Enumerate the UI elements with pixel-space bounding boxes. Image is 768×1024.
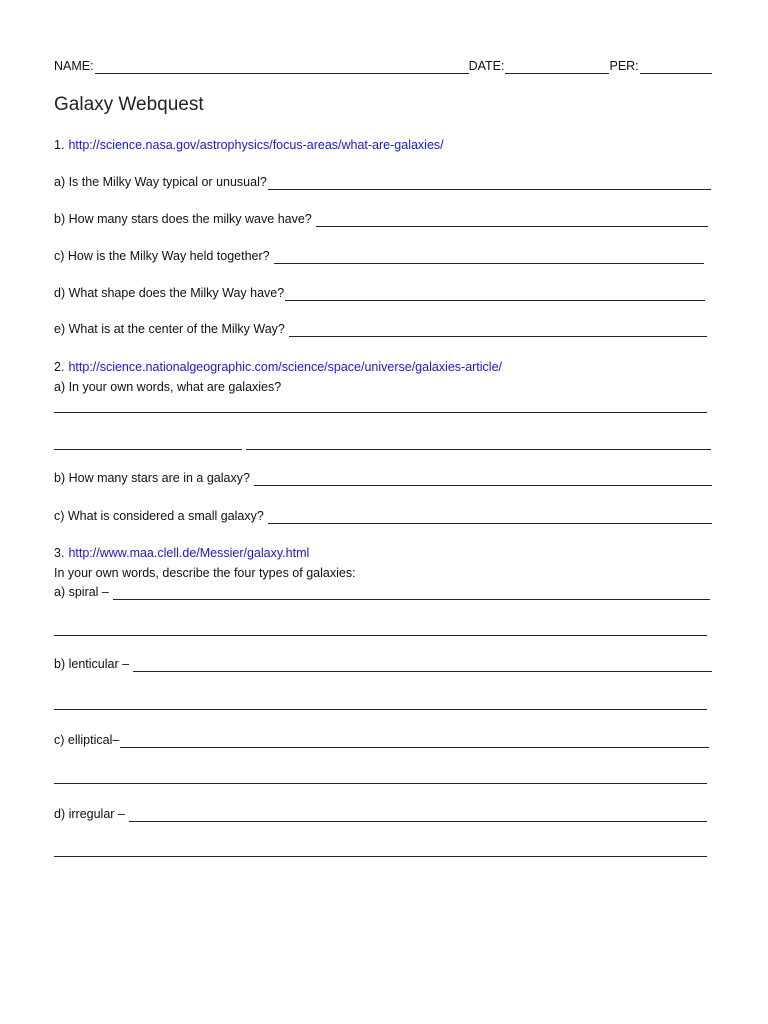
type-irregular-row [54,806,707,822]
answer-spiral-line-2[interactable] [54,634,707,636]
type-lenticular-label: b) lenticular – [54,657,130,671]
section1-number: 1. [54,138,65,152]
question-2b: b) How many stars are in a galaxy? [54,471,250,485]
date-field[interactable] [505,61,609,74]
question-2c: c) What is considered a small galaxy? [54,509,264,523]
question-1a-row [54,174,711,190]
question-1b: b) How many stars does the milky wave have? [54,212,312,226]
type-lenticular-row [54,656,712,672]
answer-lenticular-line-2[interactable] [54,708,707,710]
question-1e-row [54,321,707,337]
answer-elliptical-line-2[interactable] [54,782,707,784]
answer-elliptical-field[interactable] [120,735,709,748]
question-1e: e) What is at the center of the Milky Way? [54,322,285,336]
section2-link[interactable]: http://science.nationalgeographic.com/science/space/universe/galaxies-article/ [68,360,503,374]
answer-2c-field[interactable] [268,511,712,524]
question-1c: c) How is the Milky Way held together? [54,249,270,263]
answer-2a-line-2b[interactable] [246,448,711,450]
header-row [54,58,712,74]
answer-lenticular-field[interactable] [133,659,712,672]
answer-1c-field[interactable] [274,251,704,264]
section3-link-row [54,545,309,561]
answer-irregular-line-2[interactable] [54,855,707,857]
answer-spiral-field[interactable] [113,587,710,600]
date-label: DATE: [468,59,505,73]
section3-number: 3. [54,546,65,560]
answer-1b-field[interactable] [316,214,708,227]
type-irregular-label: d) irregular – [54,807,125,821]
per-label: PER: [609,59,639,73]
question-2b-row [54,470,712,486]
question-1d-row [54,285,705,301]
section1-link-row [54,137,444,153]
answer-2b-field[interactable] [254,473,712,486]
question-1a: a) Is the Milky Way typical or unusual? [54,175,267,189]
name-label: NAME: [54,59,94,73]
type-spiral-label: a) spiral – [54,585,109,599]
answer-1d-field[interactable] [285,288,705,301]
section2-number: 2. [54,360,65,374]
section3-instruction-row [54,565,356,581]
answer-2a-line-1[interactable] [54,411,707,413]
section3-instruction: In your own words, describe the four types of galaxies: [54,566,356,580]
type-elliptical-row [54,732,709,748]
section1-link[interactable]: http://science.nasa.gov/astrophysics/focus-areas/what-are-galaxies/ [68,138,444,152]
answer-1e-field[interactable] [289,324,707,337]
question-1d: d) What shape does the Milky Way have? [54,286,285,300]
type-elliptical-label: c) elliptical– [54,733,120,747]
question-2a: a) In your own words, what are galaxies? [54,380,282,394]
page-title: Galaxy Webquest [54,94,204,115]
section3-link[interactable]: http://www.maa.clell.de/Messier/galaxy.html [68,546,310,560]
answer-1a-field[interactable] [268,177,711,190]
type-spiral-row [54,584,710,600]
question-2a-row [54,379,281,395]
answer-2a-line-2a[interactable] [54,448,242,450]
answer-irregular-field[interactable] [129,809,707,822]
per-field[interactable] [640,61,712,74]
question-2c-row [54,508,712,524]
name-field[interactable] [95,61,469,74]
question-1b-row [54,211,708,227]
question-1c-row [54,248,704,264]
section2-link-row [54,359,502,375]
